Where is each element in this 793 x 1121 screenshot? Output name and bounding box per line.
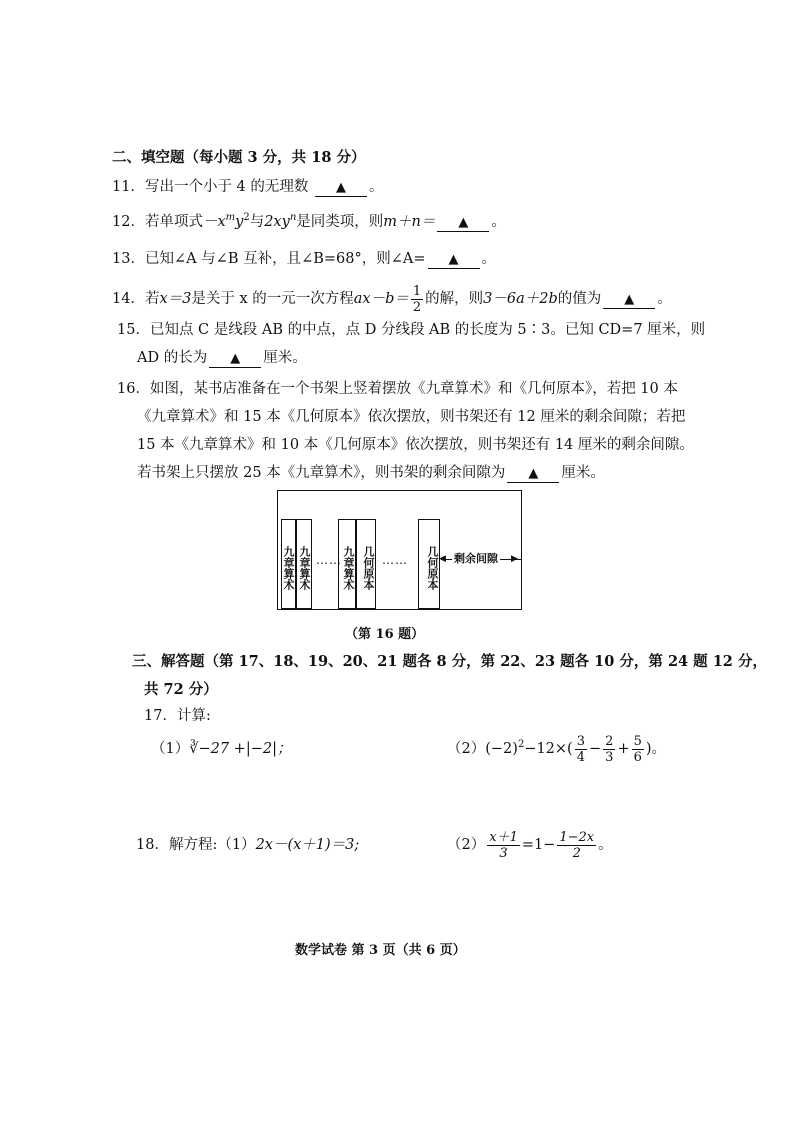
question-12 (112, 212, 506, 232)
section-3-title-line1: 三、解答题（第 17、18、19、20、21 题各 8 分，第 22、23 题各 10 分，第 24 题 12 分， (132, 653, 767, 670)
q12-monomial1: －x (202, 214, 226, 230)
triangle-marker-icon: ▲ (230, 351, 241, 366)
q18-title: 18．解方程:（1） (136, 837, 256, 853)
q17-p2-label: （2） (447, 741, 486, 757)
book-jihe-2: 几何原本 (418, 519, 440, 609)
triangle-marker-icon: ▲ (336, 180, 347, 195)
q17-f2-num: 2 (605, 733, 614, 749)
gap-arrow-left-icon: ◀ (439, 554, 446, 564)
q17-frac-1 (575, 734, 587, 765)
q14-cond: x＝3 (159, 291, 192, 307)
q18-p1-expr: 2x－(x＋1)＝3; (255, 837, 360, 853)
q14-frac-num: 1 (412, 283, 422, 299)
book-jiuzhang-3: 九章算术 (338, 519, 356, 609)
question-15-line2 (137, 348, 307, 368)
q18-f2-den: 2 (572, 845, 581, 861)
q17-f3-den: 6 (633, 749, 642, 765)
question-16-line2: 《九章算术》和 15 本《几何原本》依次摆放，则书架还有 12 厘米的剩余间隙；若把 (137, 409, 686, 425)
dots-2: …… (382, 553, 408, 567)
q12-exp-m: m (225, 212, 236, 224)
question-17-part2 (447, 732, 666, 766)
q13-answer-blank (428, 251, 480, 269)
q11-end: 。 (369, 179, 384, 195)
q14-answer-blank (603, 291, 655, 309)
q12-mid: 是同类项，则 (296, 214, 384, 230)
q15-line2-end: 厘米。 (263, 350, 307, 366)
book-jiuzhang-2: 九章算术 (296, 519, 312, 609)
triangle-marker-icon: ▲ (528, 466, 539, 481)
q18-end: 。 (598, 837, 613, 853)
triangle-marker-icon: ▲ (458, 215, 469, 230)
q14-eq: ax－b＝ (353, 291, 409, 307)
q13-text: 13．已知∠A 与∠B 互补，且∠B=68°，则∠A= (112, 251, 426, 267)
q14-mid1: 是关于 x 的一元一次方程 (191, 291, 354, 307)
q14-mid2: 的解，则 (425, 291, 484, 307)
q14-end: 。 (657, 291, 672, 307)
q17-frac-3 (632, 734, 644, 765)
q12-end: 。 (491, 214, 506, 230)
q11-answer-blank (315, 179, 367, 197)
q18-f2-num: 1−2x (559, 829, 595, 845)
q18-frac-2 (557, 830, 596, 861)
q17-p2-exp: 2 (517, 739, 525, 751)
q17-p2-end: )。 (645, 741, 667, 757)
page-footer: 数学试卷 第 3 页（共 6 页） (295, 943, 466, 958)
question-16-line1: 16．如图，某书店准备在一个书架上竖着摆放《九章算术》和《几何原本》，若把 10 本 (117, 381, 678, 397)
gap-arrow-right-icon: ▶ (511, 554, 518, 564)
q18-mid: =1− (521, 837, 556, 853)
bookshelf-figure (277, 490, 522, 610)
q12-monomial2: 2xy (264, 214, 290, 230)
question-13 (112, 249, 496, 269)
q16-line4-end: 厘米。 (561, 465, 605, 481)
question-15-line1: 15．已知点 C 是线段 AB 的中点，点 D 分线段 AB 的长度为 5∶3。已知 CD=7 厘米，则 (117, 322, 706, 338)
q11-text: 11．写出一个小于 4 的无理数 (112, 179, 309, 195)
q17-p2-pre: (−2) (485, 741, 518, 757)
q12-pre: 12．若单项式 (112, 214, 203, 230)
q17-f2-den: 3 (605, 749, 614, 765)
gap-label: 剩余间隙 (454, 552, 498, 565)
q17-p2-mid: −12×( (524, 741, 573, 757)
question-18-part1 (136, 835, 359, 855)
q12-with: 与 (249, 214, 265, 230)
question-16-line4 (137, 463, 605, 483)
q14-frac-den: 2 (412, 299, 422, 315)
q13-end: 。 (481, 251, 497, 267)
question-17-part1 (151, 739, 291, 759)
q12-answer-blank (437, 214, 489, 232)
q12-expr: m＋n＝ (383, 214, 436, 230)
q17-op2: + (617, 741, 630, 757)
q12-exp-2: 2 (243, 212, 250, 224)
dots-1: …… (316, 553, 342, 567)
q17-frac-2 (603, 734, 615, 765)
q17-op1: − (589, 741, 602, 757)
q18-f1-den: 3 (499, 845, 508, 861)
q14-pre: 14．若 (112, 291, 160, 307)
q17-f1-num: 3 (576, 733, 586, 749)
triangle-marker-icon: ▲ (624, 292, 635, 307)
q15-line2-pre: AD 的长为 (137, 350, 208, 366)
q17-f1-den: 4 (576, 749, 586, 765)
q16-line4-pre: 若书架上只摆放 25 本《九章算术》，则书架的剩余间隙为 (137, 465, 506, 481)
q18-f1-num: x＋1 (489, 829, 518, 845)
section-2-title: 二、填空题（每小题 3 分，共 18 分） (112, 149, 366, 166)
q17-p1-expr: ∛−27 +|−2|； (189, 741, 292, 757)
triangle-marker-icon: ▲ (448, 252, 459, 267)
book-jihe-1: 几何原本 (356, 519, 376, 609)
book-jiuzhang-1: 九章算术 (281, 519, 296, 609)
question-18-part2 (447, 828, 613, 862)
section-3-title-line2: 共 72 分） (144, 681, 218, 698)
question-14 (112, 282, 672, 316)
q17-f3-num: 5 (633, 733, 642, 749)
q14-mid3: 的值为 (557, 291, 602, 307)
question-17-title: 17．计算: (144, 708, 211, 724)
q14-fraction (411, 284, 423, 315)
question-16-line3: 15 本《九章算术》和 10 本《几何原本》依次摆放，则书架还有 14 厘米的剩余间隙。 (137, 437, 694, 453)
q12-y: y (235, 214, 244, 230)
q15-answer-blank (209, 350, 261, 368)
q14-expr: 3－6a＋2b (483, 291, 558, 307)
q17-p1-label: （1） (151, 741, 190, 757)
question-11 (112, 177, 384, 197)
q18-p2-label: （2） (447, 837, 486, 853)
q16-answer-blank (507, 465, 559, 483)
q18-frac-1 (487, 830, 520, 861)
q12-exp-n: n (289, 212, 297, 224)
figure-caption: （第 16 题） (345, 627, 425, 642)
